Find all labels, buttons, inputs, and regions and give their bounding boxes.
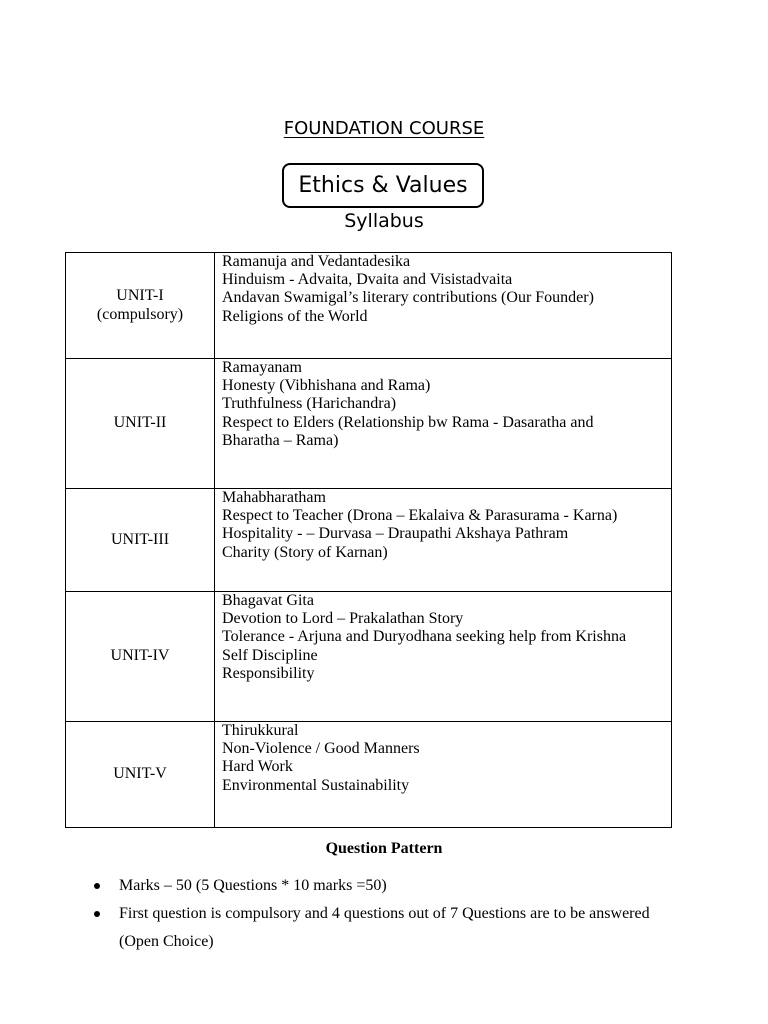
question-pattern-item: First question is compulsory and 4 questions out of 7 Questions are to be answered (Open Choice) <box>119 905 650 950</box>
unit-name-note: (compulsory) <box>96 305 184 323</box>
topic-item: Ramayanam <box>222 359 302 376</box>
topic-item: Bharatha – Rama) <box>222 431 339 449</box>
syllabus-label: Syllabus <box>344 210 424 232</box>
topic-item: Devotion to Lord – Prakalathan Story <box>222 610 464 628</box>
topic-item: Charity (Story of Karnan) <box>222 543 388 561</box>
topic-item: Responsibility <box>222 664 315 682</box>
list-item <box>92 872 692 900</box>
unit-name-cell <box>66 253 215 359</box>
topic-item: Tolerance - Arjuna and Duryodhana seeking help from Krishna <box>222 628 627 646</box>
subject-title: Ethics & Values <box>298 173 468 198</box>
unit-name: UNIT-II <box>113 414 167 432</box>
topic-item: Thirukkural <box>222 722 299 739</box>
unit-name-cell <box>66 359 215 489</box>
topic-item: Non-Violence / Good Manners <box>222 740 420 758</box>
unit-topics-cell <box>215 253 672 359</box>
topic-item: Honesty (Vibhishana and Rama) <box>222 377 431 395</box>
unit-topics-cell <box>215 592 672 722</box>
topic-item: Hinduism - Advaita, Dvaita and Visistadvaita <box>222 271 513 289</box>
bullet-icon <box>94 883 100 889</box>
topic-item: Andavan Swamigal’s literary contributions (Our Founder) <box>222 289 594 307</box>
bullet-icon <box>94 911 100 917</box>
topic-item: Environmental Sustainability <box>222 776 410 794</box>
question-pattern-item: Marks – 50 (5 Questions * 10 marks =50) <box>119 877 387 894</box>
unit-name-cell <box>66 489 215 592</box>
topic-item: Religions of the World <box>222 307 368 325</box>
table-row <box>66 489 672 592</box>
topic-item: Hospitality - – Durvasa – Draupathi Akshaya Pathram <box>222 525 569 543</box>
table-row <box>66 253 672 359</box>
unit-name-cell <box>66 592 215 722</box>
topic-item: Respect to Elders (Relationship bw Rama - Dasaratha and <box>222 413 594 431</box>
unit-name: UNIT-III <box>110 530 170 548</box>
unit-name-cell <box>66 722 215 828</box>
table-row <box>66 722 672 828</box>
unit-topics-cell <box>215 359 672 489</box>
table-row <box>66 592 672 722</box>
question-pattern-list <box>92 872 692 956</box>
course-title: FOUNDATION COURSE <box>283 118 485 139</box>
subject-title-box <box>282 163 484 208</box>
question-pattern-title: Question Pattern <box>325 840 443 857</box>
unit-topics-cell <box>215 722 672 828</box>
topic-item: Mahabharatham <box>222 489 326 506</box>
unit-name: UNIT-I <box>116 287 164 305</box>
syllabus-table <box>65 252 672 828</box>
unit-name: UNIT-IV <box>110 647 170 665</box>
table-row <box>66 359 672 489</box>
topic-item: Bhagavat Gita <box>222 592 314 609</box>
topic-item: Hard Work <box>222 758 293 776</box>
topic-item: Ramanuja and Vedantadesika <box>222 253 411 270</box>
topic-item: Respect to Teacher (Drona – Ekalaiva & Parasurama - Karna) <box>222 507 618 525</box>
list-item <box>92 900 692 956</box>
unit-topics-cell <box>215 489 672 592</box>
topic-item: Self Discipline <box>222 646 318 664</box>
topic-item: Truthfulness (Harichandra) <box>222 395 397 413</box>
unit-name: UNIT-V <box>113 765 167 783</box>
